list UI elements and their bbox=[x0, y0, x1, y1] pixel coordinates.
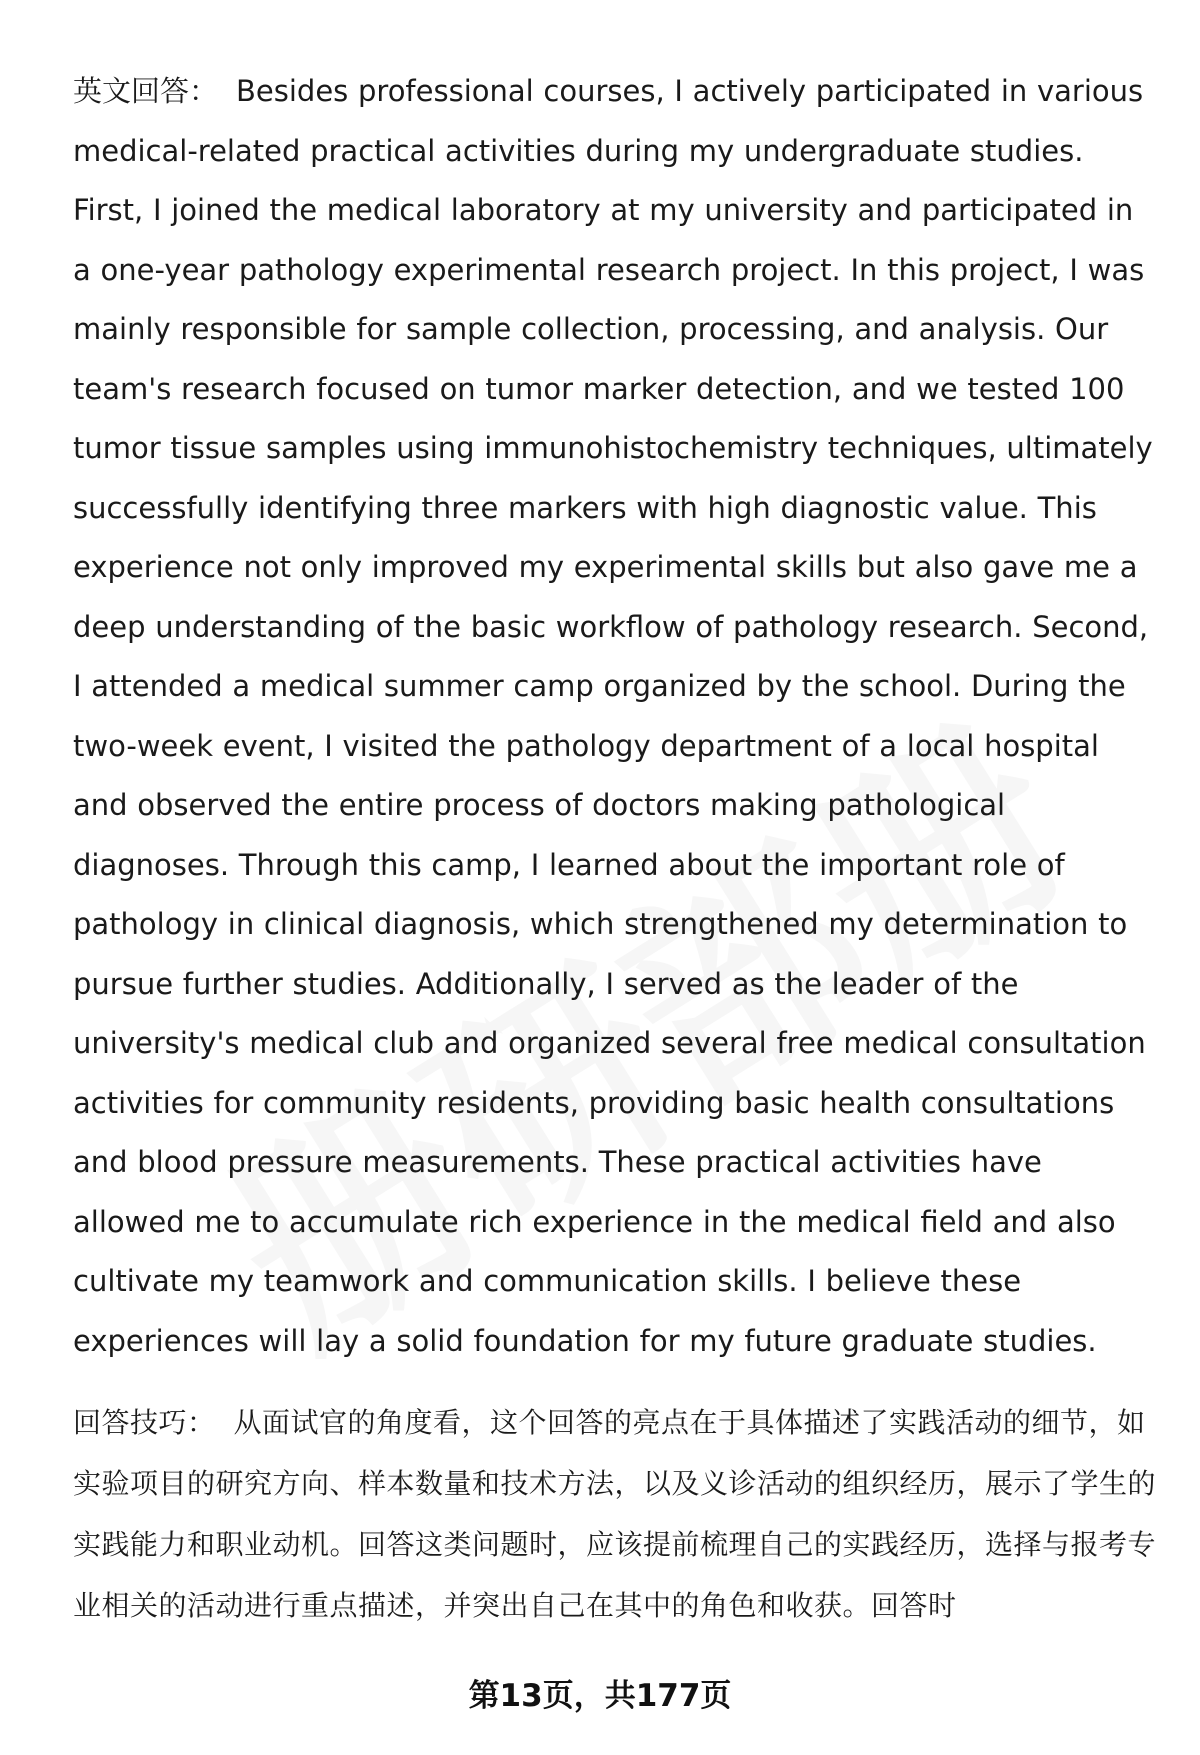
page-number: 第13页，共177页 bbox=[468, 1678, 732, 1714]
answer-tips-paragraph bbox=[73, 1392, 1158, 1636]
answer-tips-label: 回答技巧： bbox=[73, 1406, 216, 1439]
answer-tips-text: 从面试官的角度看，这个回答的亮点在于具体描述了实践活动的细节，如实验项目的研究方向、样本数量和技术方法，以及义诊活动的组织经历，展示了学生的实践能力和职业动机。回答这类问题时，应该提前梳理自己的实践经历，选择与报考专业相关的活动进行重点描述，并突出自己在其中的角色和收获。回答时 bbox=[73, 1406, 1157, 1622]
english-answer-label: 英文回答： bbox=[73, 74, 219, 108]
english-answer-text: Besides professional courses, I actively participated in various medical-related practical activities during my undergraduate studies. First, I joined the medical laboratory at my university and participated in a one-year pathology experimental research project. In this project, I was mainly responsible for sample collection, processing, and analysis. Our team's research focused on tumor marker detection, and we tested 100 tumor tissue samples using immunohistochemistry techniques, ultimately successfully identifying three markers with high diagnostic value. This experience not only improved my experimental skills but also gave me a deep understanding of the basic workflow of pathology research. Second, I attended a medical summer camp organized by the school. During the two-week event, I visited the pathology department of a local hospital and observed the entire process of doctors making pathological diagnoses. Through this camp, I learned about the important role of pathology in clinical diagnosis, which strengthened my determination to pursue further studies. Additionally, I served as the leader of the university's medical club and organized several free medical consultation activities for community residents, providing basic health consultations and blood pressure measurements. These practical activities have allowed me to accumulate rich experience in the medical field and also cultivate my teamwork and communication skills. I believe these experiences will lay a solid foundation for my future graduate studies. bbox=[73, 74, 1153, 1358]
english-answer-paragraph bbox=[73, 62, 1158, 1371]
